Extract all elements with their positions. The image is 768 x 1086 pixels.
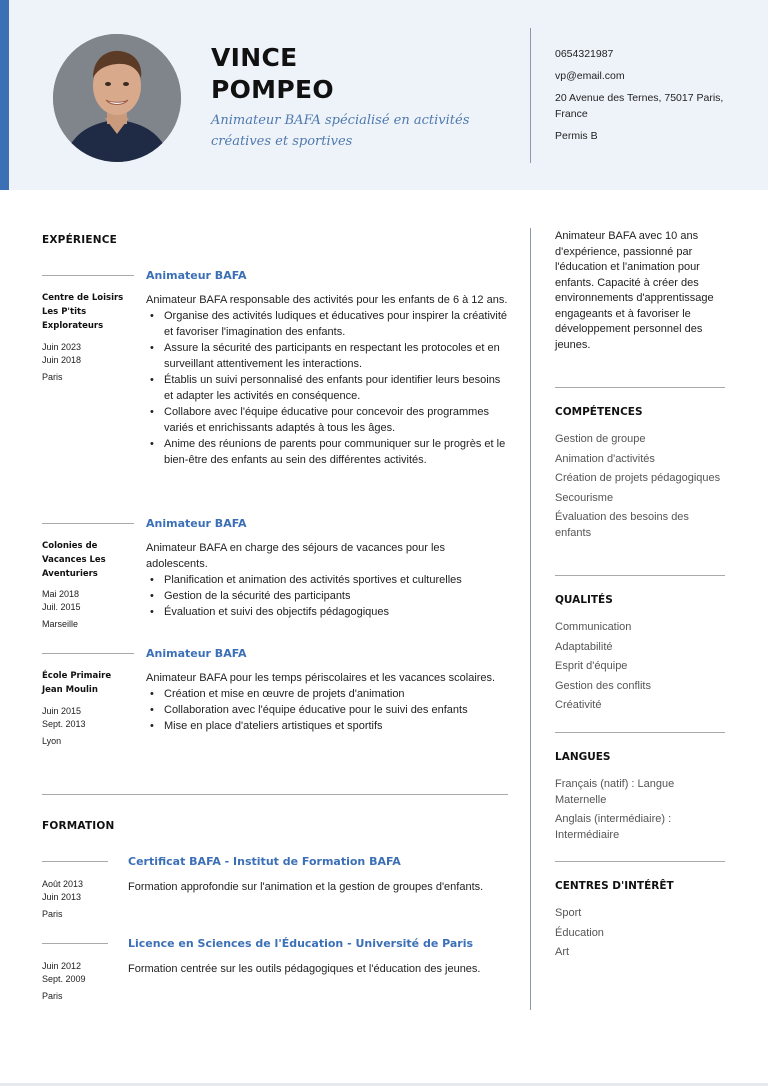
education-title: Licence en Sciences de l'Éducation - Université de Paris	[128, 937, 474, 950]
job-bullet: • Collaboration avec l'équipe éducative pour le suivi des enfants	[146, 702, 508, 718]
job-description	[146, 540, 508, 620]
job-summary: Animateur BAFA pour les temps périscolaires et les vacances scolaires.	[146, 672, 496, 684]
job-description	[146, 670, 508, 734]
job-organization: Colonies de Vacances Les Aventuriers	[42, 541, 106, 579]
job-bullet: • Mise en place d'ateliers artistiques et sportifs	[146, 718, 508, 734]
contact-block	[555, 46, 745, 144]
education-end-date: Août 2013	[42, 879, 84, 889]
languages-heading: LANGUES	[555, 751, 611, 763]
sidebar-rule	[555, 732, 725, 733]
job-start-date: Juin 2018	[42, 354, 82, 365]
education-divider	[42, 943, 108, 944]
job-location: Lyon	[42, 736, 62, 746]
interests-heading: CENTRES D'INTÉRÊT	[555, 880, 674, 892]
interests-list	[555, 906, 727, 965]
education-description: Formation approfondie sur l'animation et la gestion de groupes d'enfants.	[128, 881, 484, 893]
section-divider	[42, 794, 508, 795]
header-accent-bar	[0, 0, 9, 190]
job-bullets	[146, 686, 508, 734]
job-bullet: • Collabore avec l'équipe éducative pour concevoir des programmes variés et enrichissants adaptés à tous les âges.	[146, 404, 508, 436]
sidebar-rule	[555, 575, 725, 576]
education-end-date: Juin 2012	[42, 961, 82, 971]
job-dates	[42, 341, 132, 384]
job-bullets	[146, 308, 508, 468]
education-start-date: Juin 2013	[42, 891, 82, 902]
education-dates	[42, 960, 132, 1003]
education-title: Certificat BAFA - Institut de Formation BAFA	[128, 855, 401, 868]
job-bullet: • Évaluation et suivi des objectifs pédagogiques	[146, 604, 508, 620]
qualities-list	[555, 620, 727, 718]
skill-item: Évaluation des besoins des enfants	[555, 511, 689, 539]
job-start-date: Sept. 2013	[42, 718, 86, 729]
qualities-heading: QUALITÉS	[555, 594, 613, 606]
education-dates	[42, 878, 132, 921]
avatar	[53, 34, 181, 162]
job-divider	[42, 275, 134, 276]
job-title: Animateur BAFA	[146, 517, 247, 530]
interest-item: Art	[555, 946, 570, 958]
sidebar-divider	[530, 228, 531, 1010]
email-address: vp@email.com	[555, 70, 625, 82]
education-start-date: Sept. 2009	[42, 973, 86, 984]
job-organization: Centre de Loisirs Les P'tits Explorateurs	[42, 293, 124, 331]
job-divider	[42, 523, 134, 524]
job-end-date: Juin 2015	[42, 706, 82, 716]
phone-number: 0654321987	[555, 48, 614, 60]
job-bullet: • Gestion de la sécurité des participants	[146, 588, 508, 604]
quality-item: Créativité	[555, 699, 602, 711]
job-end-date: Mai 2018	[42, 589, 80, 599]
profile-summary: Animateur BAFA avec 10 ans d'expérience, passionné par l'éducation et l'animation pour enfants. Capacité à créer des environnements d'apprentissage engageants et à favoriser le développement personnel des jeunes.	[555, 230, 714, 351]
job-location: Paris	[42, 372, 63, 382]
first-name: VINCE	[211, 43, 298, 72]
job-organization: École Primaire Jean Moulin	[42, 671, 112, 695]
job-bullet: • Assure la sécurité des participants en respectant les protocoles et en surveillant attentivement les interactions.	[146, 340, 508, 372]
skill-item: Secourisme	[555, 491, 614, 504]
job-bullet: • Planification et animation des activités sportives et culturelles	[146, 572, 508, 588]
quality-item: Gestion des conflits	[555, 679, 651, 692]
job-summary: Animateur BAFA en charge des séjours de vacances pour les adolescents.	[146, 542, 446, 570]
job-start-date: Juil. 2015	[42, 601, 81, 612]
job-title: Animateur BAFA	[146, 269, 247, 282]
sidebar-rule	[555, 387, 725, 388]
education-heading: FORMATION	[42, 820, 115, 832]
skills-list	[555, 432, 727, 545]
job-bullet: • Anime des réunions de parents pour communiquer sur le progrès et le bien-être des enfants au sein des différentes activités.	[146, 436, 508, 468]
quality-item: Esprit d'équipe	[555, 660, 628, 672]
experience-heading: EXPÉRIENCE	[42, 234, 117, 246]
candidate-name	[211, 42, 334, 106]
quality-item: Adaptabilité	[555, 640, 613, 653]
job-divider	[42, 653, 134, 654]
job-title: Animateur BAFA	[146, 647, 247, 660]
job-bullets	[146, 572, 508, 620]
education-location: Paris	[42, 991, 63, 1001]
job-bullet: • Organise des activités ludiques et éducatives pour inspirer la créativité et favoriser l'imagination des enfants.	[146, 308, 508, 340]
postal-address: 20 Avenue des Ternes, 75017 Paris, France	[555, 92, 724, 120]
job-location: Marseille	[42, 619, 79, 629]
education-divider	[42, 861, 108, 862]
interest-item: Sport	[555, 907, 582, 919]
job-summary: Animateur BAFA responsable des activités pour les enfants de 6 à 12 ans.	[146, 294, 508, 306]
job-dates	[42, 705, 132, 748]
skill-item: Animation d'activités	[555, 452, 655, 465]
header-divider	[530, 28, 531, 163]
header	[0, 0, 768, 190]
interest-item: Éducation	[555, 926, 604, 939]
job-bullet: • Création et mise en œuvre de projets d'animation	[146, 686, 508, 702]
skill-item: Gestion de groupe	[555, 433, 646, 445]
job-description	[146, 292, 508, 468]
language-item: Français (natif) : Langue Maternelle	[555, 778, 675, 806]
job-headline: Animateur BAFA spécialisé en activités créatives et sportives	[211, 113, 470, 149]
last-name: POMPEO	[211, 75, 334, 104]
driving-license: Permis B	[555, 130, 598, 142]
languages-list	[555, 777, 727, 847]
quality-item: Communication	[555, 621, 632, 633]
job-bullet: • Établis un suivi personnalisé des enfants pour identifier leurs besoins et adapter les activités en conséquence.	[146, 372, 508, 404]
education-location: Paris	[42, 909, 63, 919]
job-dates	[42, 588, 132, 631]
education-description: Formation centrée sur les outils pédagogiques et l'éducation des jeunes.	[128, 963, 481, 975]
job-end-date: Juin 2023	[42, 342, 82, 352]
skills-heading: COMPÉTENCES	[555, 406, 643, 418]
sidebar-rule	[555, 861, 725, 862]
skill-item: Création de projets pédagogiques	[555, 472, 721, 484]
language-item: Anglais (intermédiaire) : Intermédiaire	[555, 813, 672, 841]
